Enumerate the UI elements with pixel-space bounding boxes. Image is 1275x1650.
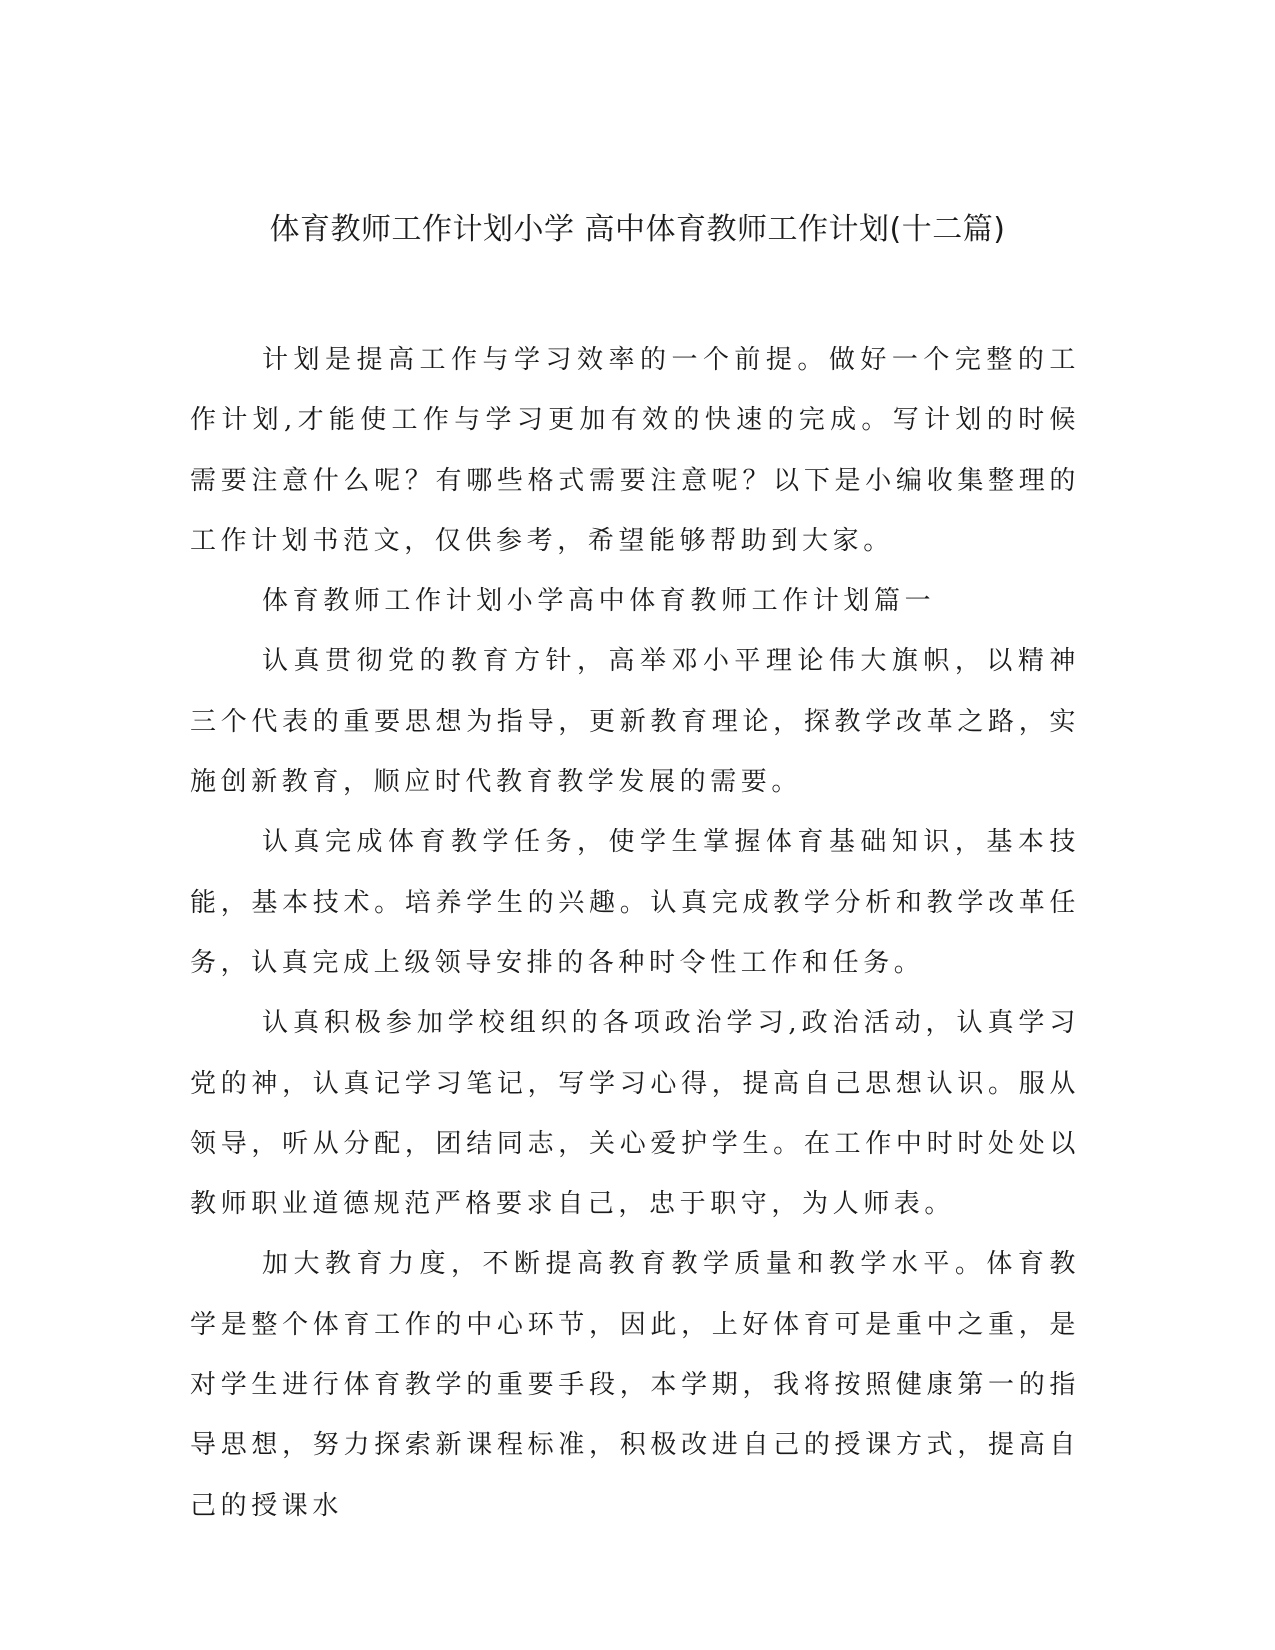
paragraph: 认真贯彻党的教育方针，高举邓小平理论伟大旗帜，以精神三个代表的重要思想为指导，更新教育理论，探教学改革之路，实施创新教育，顺应时代教育教学发展的需要。 bbox=[190, 646, 1080, 798]
paragraph: 认真完成体育教学任务，使学生掌握体育基础知识，基本技能，基本技术。培养学生的兴趣。认真完成教学分析和教学改革任务，认真完成上级领导安排的各种时令性工作和任务。 bbox=[190, 827, 1080, 978]
document-body bbox=[190, 330, 1080, 1536]
paragraph: 认真积极参加学校组织的各项政治学习,政治活动，认真学习党的神，认真记学习笔记，写学习心得，提高自己思想认识。服从领导，听从分配，团结同志，关心爱护学生。在工作中时时处处以教师职业道德规范严格要求自己，忠于职守，为人师表。 bbox=[190, 1008, 1080, 1220]
paragraph: 加大教育力度，不断提高教育教学质量和教学水平。体育教学是整个体育工作的中心环节，因此，上好体育可是重中之重，是对学生进行体育教学的重要手段，本学期，我将按照健康第一的指导思想，努力探索新课程标准，积极改进自己的授课方式，提高自己的授课水 bbox=[190, 1249, 1080, 1521]
section-heading: 体育教师工作计划小学高中体育教师工作计划篇一 bbox=[262, 586, 936, 617]
paragraph-intro: 计划是提高工作与学习效率的一个前提。做好一个完整的工作计划,才能使工作与学习更加有效的快速的完成。写计划的时候需要注意什么呢？有哪些格式需要注意呢？以下是小编收集整理的工作计划书范文，仅供参考，希望能够帮助到大家。 bbox=[190, 345, 1080, 556]
document-title: 体育教师工作计划小学 高中体育教师工作计划(十二篇) bbox=[269, 212, 1006, 247]
